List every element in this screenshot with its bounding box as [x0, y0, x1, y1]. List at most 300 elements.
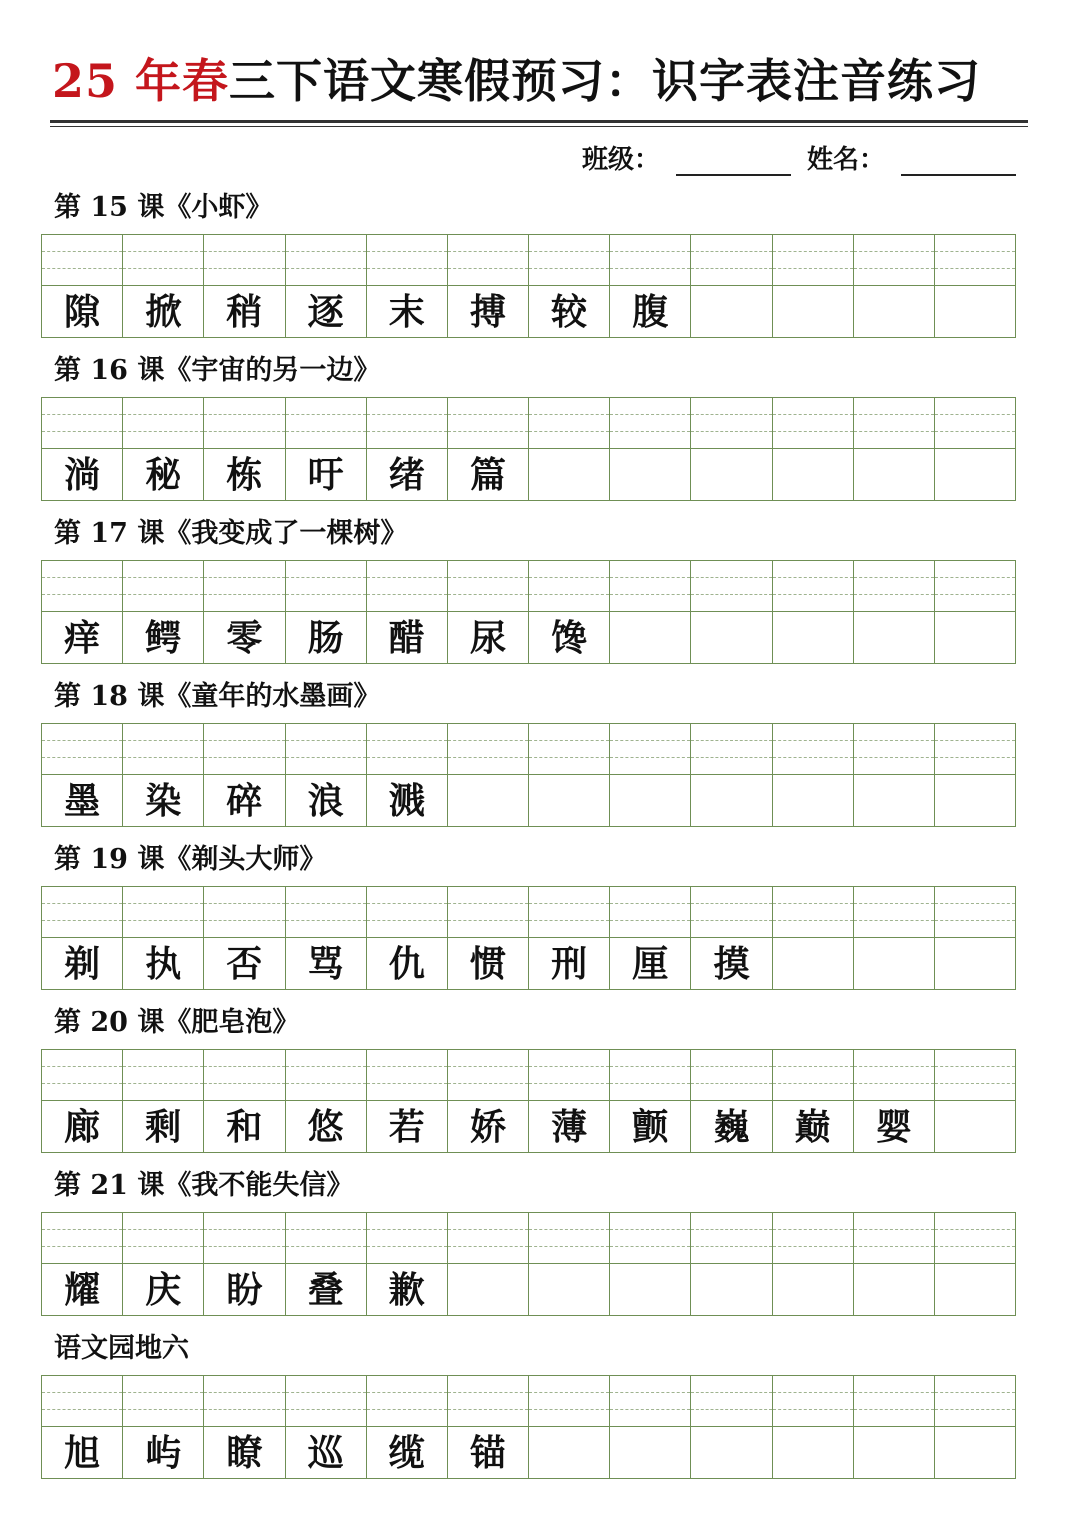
hanzi-char	[935, 1263, 1015, 1315]
hanzi-char: 稍	[226, 291, 263, 333]
pinyin-box[interactable]	[123, 398, 203, 449]
lesson-section	[0, 679, 1080, 829]
hanzi-char	[691, 285, 771, 337]
practice-grid	[41, 397, 1016, 501]
pinyin-box[interactable]	[42, 235, 122, 286]
student-info	[582, 136, 1016, 176]
pinyin-box[interactable]	[935, 1213, 1015, 1264]
pinyin-box[interactable]	[935, 561, 1015, 612]
hanzi-char: 若	[388, 1106, 425, 1148]
hanzi-char: 缆	[388, 1432, 425, 1474]
lesson-title: 第 17 课《我变成了一棵树》	[54, 518, 408, 549]
hanzi-char	[935, 774, 1015, 826]
grid-cell	[691, 235, 772, 337]
grid-cell	[367, 235, 448, 337]
grid-cell	[42, 561, 123, 663]
lesson-title: 第 19 课《剃头大师》	[54, 844, 327, 875]
pinyin-box[interactable]	[773, 398, 853, 449]
grid-cell	[123, 887, 204, 989]
pinyin-box[interactable]	[773, 235, 853, 286]
pinyin-box[interactable]	[610, 561, 690, 612]
pinyin-box[interactable]	[854, 1376, 934, 1427]
pinyin-box[interactable]	[204, 1376, 284, 1427]
pinyin-box[interactable]	[42, 561, 122, 612]
grid-cell	[935, 235, 1015, 337]
pinyin-box[interactable]	[691, 887, 771, 938]
grid-cell	[854, 235, 935, 337]
pinyin-box[interactable]	[935, 1050, 1015, 1101]
hanzi-char: 惯	[469, 943, 506, 985]
hanzi-char	[448, 774, 528, 826]
grid-cell	[204, 1376, 285, 1478]
grid-cell	[204, 1213, 285, 1315]
grid-cell	[854, 887, 935, 989]
hanzi-char: 巍	[713, 1106, 750, 1148]
grid-cell	[123, 1050, 204, 1152]
pinyin-box[interactable]	[448, 1213, 528, 1264]
hanzi-char	[854, 1426, 934, 1478]
grid-cell	[204, 561, 285, 663]
pinyin-box[interactable]	[123, 235, 203, 286]
pinyin-box[interactable]	[204, 235, 284, 286]
hanzi-char: 栋	[226, 454, 263, 496]
pinyin-box[interactable]	[286, 1213, 366, 1264]
grid-cell	[42, 1376, 123, 1478]
hanzi-char: 刑	[551, 943, 588, 985]
grid-cell	[935, 398, 1015, 500]
grid-cell	[367, 398, 448, 500]
pinyin-box[interactable]	[935, 235, 1015, 286]
grid-cell	[773, 1050, 854, 1152]
pinyin-box[interactable]	[286, 561, 366, 612]
grid-cell	[935, 887, 1015, 989]
pinyin-box[interactable]	[286, 398, 366, 449]
grid-cell	[854, 724, 935, 826]
hanzi-char	[691, 1426, 771, 1478]
hanzi-char: 末	[388, 291, 425, 333]
pinyin-box[interactable]	[42, 1376, 122, 1427]
pinyin-box[interactable]	[367, 1050, 447, 1101]
pinyin-box[interactable]	[204, 887, 284, 938]
hanzi-char: 痒	[64, 617, 101, 659]
pinyin-box[interactable]	[935, 724, 1015, 775]
pinyin-box[interactable]	[935, 398, 1015, 449]
hanzi-char: 较	[551, 291, 588, 333]
grid-cell	[773, 1376, 854, 1478]
pinyin-box[interactable]	[529, 724, 609, 775]
hanzi-char: 搏	[469, 291, 506, 333]
hanzi-char	[448, 1263, 528, 1315]
pinyin-box[interactable]	[42, 1213, 122, 1264]
hanzi-char: 廊	[64, 1106, 101, 1148]
lesson-title: 第 18 课《童年的水墨画》	[54, 681, 381, 712]
grid-cell	[691, 1213, 772, 1315]
pinyin-box[interactable]	[448, 724, 528, 775]
grid-cell	[691, 724, 772, 826]
hanzi-char	[935, 937, 1015, 989]
grid-cell	[529, 887, 610, 989]
grid-cell	[691, 1050, 772, 1152]
grid-cell	[367, 1213, 448, 1315]
hanzi-char: 逐	[307, 291, 344, 333]
pinyin-box[interactable]	[773, 1376, 853, 1427]
pinyin-box[interactable]	[204, 1213, 284, 1264]
pinyin-box[interactable]	[854, 561, 934, 612]
grid-cell	[286, 1213, 367, 1315]
pinyin-box[interactable]	[42, 398, 122, 449]
grid-cell	[448, 724, 529, 826]
pinyin-box[interactable]	[529, 1050, 609, 1101]
pinyin-box[interactable]	[610, 235, 690, 286]
pinyin-box[interactable]	[773, 724, 853, 775]
hanzi-char: 腹	[632, 291, 669, 333]
grid-cell	[286, 398, 367, 500]
grid-cell	[854, 1213, 935, 1315]
grid-cell	[286, 724, 367, 826]
hanzi-char	[773, 774, 853, 826]
pinyin-box[interactable]	[204, 1050, 284, 1101]
pinyin-box[interactable]	[448, 561, 528, 612]
pinyin-box[interactable]	[854, 1213, 934, 1264]
pinyin-box[interactable]	[123, 1376, 203, 1427]
hanzi-char	[854, 774, 934, 826]
grid-cell	[448, 398, 529, 500]
pinyin-box[interactable]	[691, 235, 771, 286]
hanzi-char	[854, 448, 934, 500]
lesson-title: 第 15 课《小虾》	[54, 192, 273, 223]
grid-cell	[367, 561, 448, 663]
hanzi-char	[610, 774, 690, 826]
lesson-section	[0, 190, 1080, 340]
lesson-title: 第 20 课《肥皂泡》	[54, 1007, 300, 1038]
pinyin-box[interactable]	[773, 1213, 853, 1264]
grid-cell	[204, 235, 285, 337]
hanzi-char	[610, 611, 690, 663]
grid-cell	[773, 724, 854, 826]
pinyin-box[interactable]	[935, 1376, 1015, 1427]
hanzi-char: 颤	[632, 1106, 669, 1148]
hanzi-char: 鳄	[145, 617, 182, 659]
grid-cell	[448, 887, 529, 989]
pinyin-box[interactable]	[42, 1050, 122, 1101]
hanzi-char: 耀	[64, 1269, 101, 1311]
hanzi-char	[610, 1426, 690, 1478]
hanzi-char	[529, 1426, 609, 1478]
hanzi-char: 肠	[307, 617, 344, 659]
grid-cell	[854, 398, 935, 500]
pinyin-box[interactable]	[529, 887, 609, 938]
hanzi-char: 秘	[145, 454, 182, 496]
grid-cell	[691, 1376, 772, 1478]
pinyin-box[interactable]	[367, 887, 447, 938]
hanzi-char: 婴	[875, 1106, 912, 1148]
grid-cell	[448, 235, 529, 337]
hanzi-char: 仇	[388, 943, 425, 985]
pinyin-box[interactable]	[854, 724, 934, 775]
pinyin-box[interactable]	[529, 561, 609, 612]
grid-cell	[529, 724, 610, 826]
grid-cell	[367, 887, 448, 989]
hanzi-char: 瞭	[226, 1432, 263, 1474]
grid-cell	[123, 235, 204, 337]
hanzi-char: 悠	[307, 1106, 344, 1148]
hanzi-char: 馋	[551, 617, 588, 659]
hanzi-char	[773, 285, 853, 337]
grid-cell	[610, 561, 691, 663]
pinyin-box[interactable]	[529, 1213, 609, 1264]
pinyin-box[interactable]	[529, 235, 609, 286]
grid-cell	[610, 887, 691, 989]
pinyin-box[interactable]	[448, 1050, 528, 1101]
hanzi-char: 厘	[632, 943, 669, 985]
hanzi-char	[854, 1263, 934, 1315]
grid-cell	[529, 561, 610, 663]
pinyin-box[interactable]	[691, 398, 771, 449]
pinyin-box[interactable]	[691, 561, 771, 612]
pinyin-box[interactable]	[529, 398, 609, 449]
grid-cell	[286, 1376, 367, 1478]
grid-cell	[691, 887, 772, 989]
lesson-title: 语文园地六	[54, 1333, 189, 1364]
pinyin-box[interactable]	[529, 1376, 609, 1427]
hanzi-char	[773, 937, 853, 989]
pinyin-box[interactable]	[204, 398, 284, 449]
pinyin-box[interactable]	[367, 235, 447, 286]
pinyin-box[interactable]	[854, 1050, 934, 1101]
pinyin-box[interactable]	[610, 1213, 690, 1264]
pinyin-box[interactable]	[367, 724, 447, 775]
hanzi-char	[691, 1263, 771, 1315]
hanzi-char: 摸	[713, 943, 750, 985]
hanzi-char: 和	[226, 1106, 263, 1148]
grid-cell	[286, 887, 367, 989]
pinyin-box[interactable]	[610, 1050, 690, 1101]
grid-cell	[123, 1213, 204, 1315]
hanzi-char	[935, 285, 1015, 337]
hanzi-char: 零	[226, 617, 263, 659]
title-rule-thin	[50, 126, 1028, 127]
hanzi-char	[773, 448, 853, 500]
pinyin-box[interactable]	[610, 724, 690, 775]
grid-cell	[123, 724, 204, 826]
grid-cell	[286, 235, 367, 337]
pinyin-box[interactable]	[448, 887, 528, 938]
hanzi-char: 淌	[64, 454, 101, 496]
practice-grid	[41, 560, 1016, 664]
pinyin-box[interactable]	[367, 1376, 447, 1427]
grid-cell	[367, 724, 448, 826]
hanzi-char: 骂	[307, 943, 344, 985]
pinyin-box[interactable]	[367, 561, 447, 612]
grid-cell	[448, 1050, 529, 1152]
grid-cell	[691, 398, 772, 500]
pinyin-box[interactable]	[691, 724, 771, 775]
hanzi-char	[935, 1426, 1015, 1478]
hanzi-char: 染	[145, 780, 182, 822]
pinyin-box[interactable]	[773, 561, 853, 612]
pinyin-box[interactable]	[286, 1050, 366, 1101]
grid-cell	[123, 561, 204, 663]
pinyin-box[interactable]	[42, 724, 122, 775]
grid-cell	[773, 235, 854, 337]
grid-cell	[610, 1050, 691, 1152]
grid-cell	[204, 1050, 285, 1152]
lesson-section	[0, 1005, 1080, 1155]
grid-cell	[935, 561, 1015, 663]
pinyin-box[interactable]	[448, 235, 528, 286]
grid-cell	[529, 398, 610, 500]
grid-cell	[42, 1050, 123, 1152]
practice-grid	[41, 886, 1016, 990]
hanzi-char: 庆	[145, 1269, 182, 1311]
pinyin-box[interactable]	[123, 561, 203, 612]
lesson-section	[0, 353, 1080, 503]
grid-cell	[610, 1376, 691, 1478]
pinyin-box[interactable]	[367, 1213, 447, 1264]
name-label: 姓名：	[806, 145, 885, 175]
hanzi-char: 否	[226, 943, 263, 985]
grid-cell	[773, 1213, 854, 1315]
hanzi-char	[691, 448, 771, 500]
hanzi-char: 盼	[226, 1269, 263, 1311]
grid-cell	[448, 561, 529, 663]
hanzi-char	[935, 1100, 1015, 1152]
hanzi-char: 尿	[469, 617, 506, 659]
pinyin-box[interactable]	[691, 1050, 771, 1101]
class-blank[interactable]	[676, 144, 791, 176]
hanzi-char	[529, 448, 609, 500]
title-year: 25 年春	[52, 54, 230, 108]
practice-grid	[41, 1375, 1016, 1479]
pinyin-box[interactable]	[854, 887, 934, 938]
grid-cell	[935, 1213, 1015, 1315]
hanzi-char: 薄	[551, 1106, 588, 1148]
grid-cell	[204, 887, 285, 989]
lesson-section	[0, 842, 1080, 992]
hanzi-char: 吁	[307, 454, 344, 496]
pinyin-box[interactable]	[204, 724, 284, 775]
grid-cell	[529, 1213, 610, 1315]
grid-cell	[204, 398, 285, 500]
pinyin-box[interactable]	[204, 561, 284, 612]
hanzi-char	[935, 611, 1015, 663]
hanzi-char: 剩	[145, 1106, 182, 1148]
pinyin-box[interactable]	[367, 398, 447, 449]
hanzi-char	[691, 611, 771, 663]
grid-cell	[773, 398, 854, 500]
hanzi-char	[935, 448, 1015, 500]
pinyin-box[interactable]	[691, 1213, 771, 1264]
grid-cell	[935, 1050, 1015, 1152]
grid-cell	[610, 398, 691, 500]
pinyin-box[interactable]	[691, 1376, 771, 1427]
pinyin-box[interactable]	[854, 235, 934, 286]
grid-cell	[935, 724, 1015, 826]
pinyin-box[interactable]	[935, 887, 1015, 938]
hanzi-char: 绪	[388, 454, 425, 496]
pinyin-box[interactable]	[610, 1376, 690, 1427]
hanzi-char	[773, 1263, 853, 1315]
grid-cell	[367, 1376, 448, 1478]
grid-cell	[286, 1050, 367, 1152]
grid-cell	[691, 561, 772, 663]
pinyin-box[interactable]	[286, 1376, 366, 1427]
pinyin-box[interactable]	[123, 887, 203, 938]
pinyin-box[interactable]	[773, 1050, 853, 1101]
grid-cell	[367, 1050, 448, 1152]
pinyin-box[interactable]	[123, 724, 203, 775]
pinyin-box[interactable]	[448, 1376, 528, 1427]
hanzi-char: 巅	[794, 1106, 831, 1148]
hanzi-char	[773, 1426, 853, 1478]
practice-grid	[41, 1212, 1016, 1316]
pinyin-box[interactable]	[773, 887, 853, 938]
lesson-section	[0, 1168, 1080, 1318]
grid-cell	[854, 561, 935, 663]
pinyin-box[interactable]	[286, 235, 366, 286]
hanzi-char	[854, 937, 934, 989]
grid-cell	[610, 235, 691, 337]
grid-cell	[854, 1050, 935, 1152]
hanzi-char	[854, 285, 934, 337]
lesson-title: 第 21 课《我不能失信》	[54, 1170, 354, 1201]
hanzi-char: 锚	[469, 1432, 506, 1474]
grid-cell	[529, 1050, 610, 1152]
grid-cell	[773, 561, 854, 663]
pinyin-box[interactable]	[610, 887, 690, 938]
title-main: 三下语文寒假预习：识字表注音练习	[229, 54, 982, 108]
grid-cell	[935, 1376, 1015, 1478]
grid-cell	[610, 1213, 691, 1315]
pinyin-box[interactable]	[610, 398, 690, 449]
grid-cell	[529, 235, 610, 337]
hanzi-char: 巡	[307, 1432, 344, 1474]
hanzi-char: 掀	[145, 291, 182, 333]
hanzi-char: 屿	[145, 1432, 182, 1474]
pinyin-box[interactable]	[448, 398, 528, 449]
name-blank[interactable]	[901, 144, 1016, 176]
hanzi-char	[854, 611, 934, 663]
pinyin-box[interactable]	[123, 1050, 203, 1101]
hanzi-char: 篇	[469, 454, 506, 496]
hanzi-char: 旭	[64, 1432, 101, 1474]
hanzi-char: 歉	[388, 1269, 425, 1311]
hanzi-char: 溅	[388, 780, 425, 822]
grid-cell	[286, 561, 367, 663]
hanzi-char: 隙	[64, 291, 101, 333]
hanzi-char: 执	[145, 943, 182, 985]
grid-cell	[773, 887, 854, 989]
grid-cell	[448, 1376, 529, 1478]
practice-grid	[41, 723, 1016, 827]
grid-cell	[42, 1213, 123, 1315]
pinyin-box[interactable]	[123, 1213, 203, 1264]
grid-cell	[123, 398, 204, 500]
pinyin-box[interactable]	[286, 724, 366, 775]
pinyin-box[interactable]	[286, 887, 366, 938]
grid-cell	[204, 724, 285, 826]
hanzi-char: 剃	[64, 943, 101, 985]
hanzi-char	[610, 1263, 690, 1315]
lesson-section	[0, 516, 1080, 666]
grid-cell	[529, 1376, 610, 1478]
grid-cell	[123, 1376, 204, 1478]
hanzi-char: 娇	[469, 1106, 506, 1148]
pinyin-box[interactable]	[854, 398, 934, 449]
pinyin-box[interactable]	[42, 887, 122, 938]
grid-cell	[42, 235, 123, 337]
hanzi-char: 碎	[226, 780, 263, 822]
